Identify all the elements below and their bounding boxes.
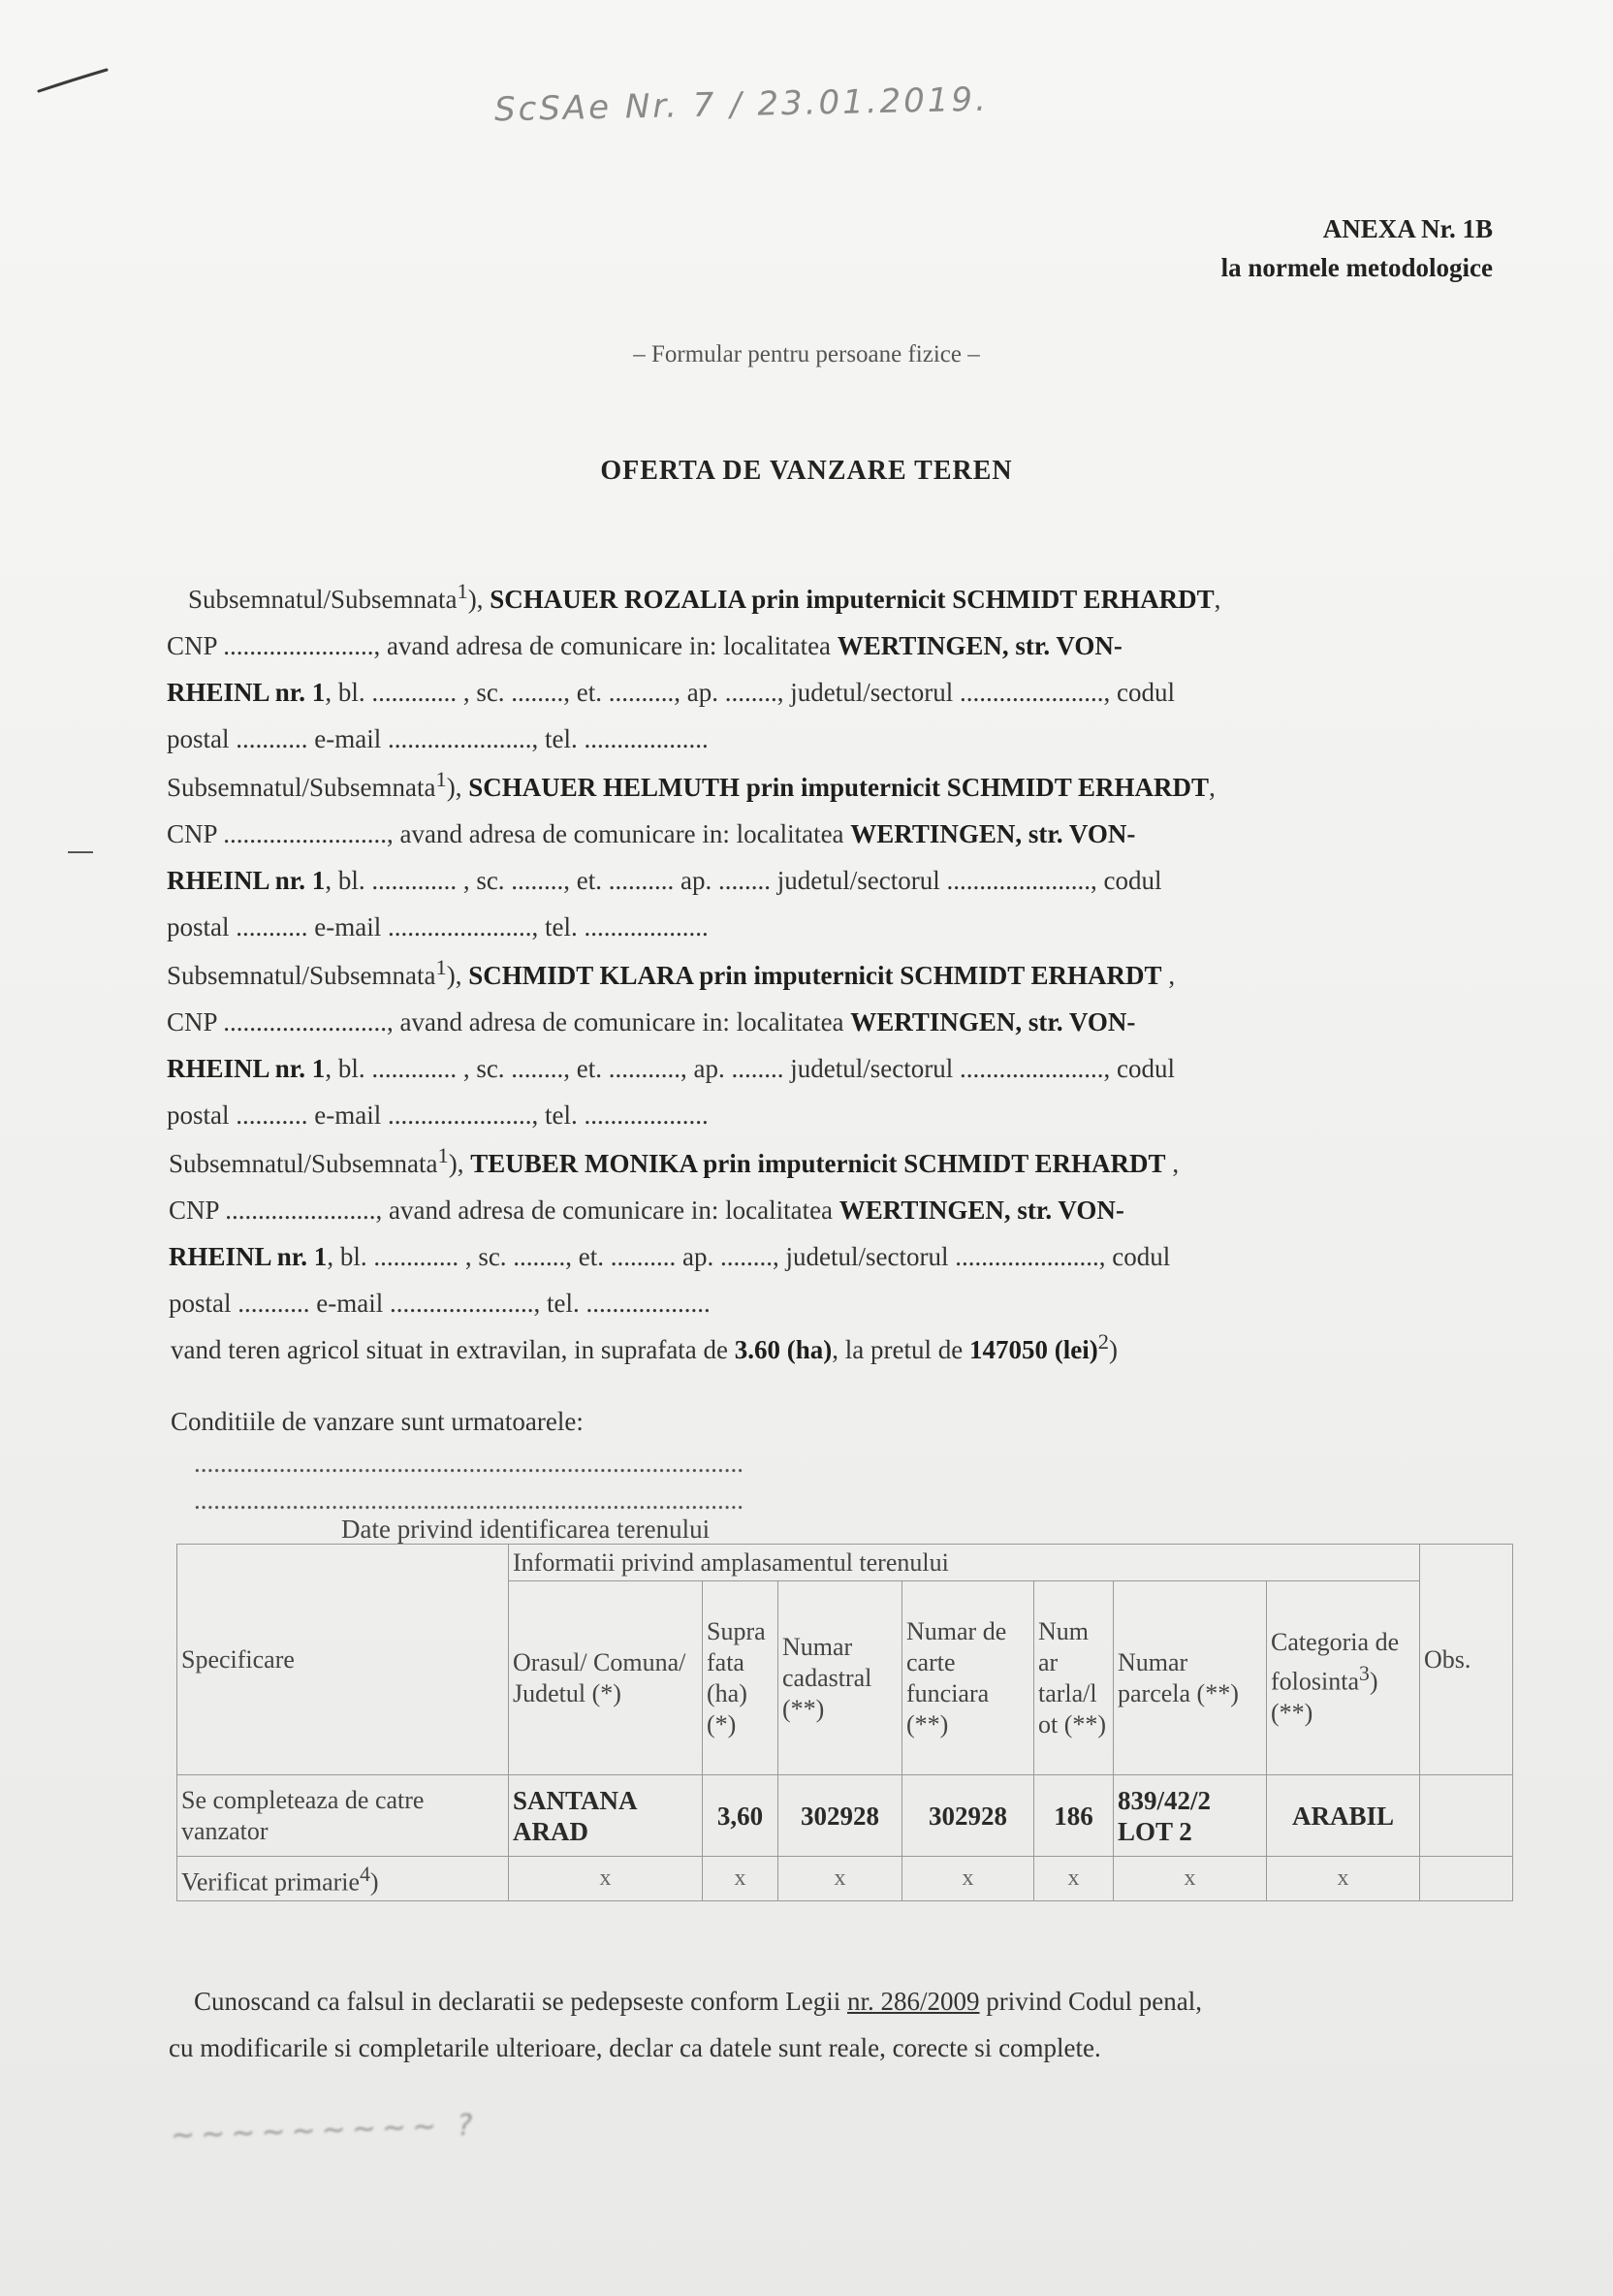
land-identification-table	[176, 1544, 1513, 1901]
header-specificare: Specificare	[177, 1545, 509, 1775]
table-caption: Date privind identificarea terenului	[341, 1515, 711, 1544]
document-title: OFERTA DE VANZARE TEREN	[600, 456, 1013, 486]
offer-statement: vand teren agricol situat in extravilan, in suprafata de 3.60 (ha), la pretul de 147050 (lei)$^2$)	[171, 1329, 1118, 1364]
seller-block-2: Subsemnatul/Subsemnata$^1$), SCHAUER HELMUTH prin imputernicit SCHMIDT ERHARDT, CNP ........................., avand adresa de comunicare in: localitatea WERTINGEN, str. VON- RHEINL nr. 1, bl. ............. , sc. ........, et. .......... ap. ........ judetul/sectorul ......................, codul postal ........... e-mail ......................, tel. ...................	[167, 767, 1216, 941]
verified-mark: x	[1114, 1857, 1267, 1901]
header-carte-funciara: Numar de carte funciara (**)	[902, 1581, 1034, 1775]
cell-orasul: SANTANA ARAD	[509, 1775, 703, 1857]
seller-name: TEUBER MONIKA prin imputernicit SCHMIDT ERHARDT	[470, 1149, 1166, 1178]
verified-mark: x	[1034, 1857, 1114, 1901]
seller-name: SCHAUER HELMUTH prin imputernicit SCHMIDT ERHARDT	[468, 773, 1210, 802]
declaration-paragraph: Cunoscand ca falsul in declaratii se pedepseste conform Legii nr. 286/2009 privind Codul penal, cu modificarile si completarile ulterioare, declar ca datele sunt reale, corecte si complete.	[169, 1987, 1203, 2062]
annex-line-2: la normele metodologice	[1220, 253, 1493, 282]
offer-area: 3.60 (ha)	[734, 1335, 833, 1364]
annex-line-1: ANEXA Nr. 1B	[1322, 214, 1493, 243]
conditions-line-1: ....................................................................................	[194, 1449, 743, 1478]
header-location-group: Informatii privind amplasamentul terenului	[509, 1545, 1420, 1581]
margin-dash	[68, 851, 93, 853]
row-label-verified: Verificat primarie$^4$)	[177, 1857, 509, 1901]
pen-mark-icon	[35, 62, 112, 101]
cell-parcela: 839/42/2 LOT 2	[1114, 1775, 1267, 1857]
seller-block-1: Subsemnatul/Subsemnata$^1$), SCHAUER ROZALIA prin imputernicit SCHMIDT ERHARDT, CNP ......................., avand adresa de comunicare in: localitatea WERTINGEN, str. VON- RHEINL nr. 1, bl. ............. , sc. ........, et. .........., ap. ........, judetul/sectorul ......................, codul postal ........... e-mail ......................, tel. ...................	[167, 579, 1221, 753]
seller-name: SCHAUER ROZALIA prin imputernicit SCHMIDT ERHARDT	[490, 585, 1215, 614]
verified-mark: x	[1267, 1857, 1420, 1901]
table-row-seller	[177, 1775, 1513, 1857]
header-numar-cadastral: Numar cadastral (**)	[778, 1581, 902, 1775]
law-reference-link[interactable]: nr. 286/2009	[847, 1987, 980, 2016]
table-row-verified	[177, 1857, 1513, 1901]
cell-obs-verified	[1420, 1857, 1513, 1901]
annex-reference	[872, 209, 1493, 287]
verified-mark: x	[778, 1857, 902, 1901]
conditions-label: Conditiile de vanzare sunt urmatoarele:	[171, 1407, 584, 1436]
sale-conditions	[171, 1398, 1489, 1518]
cell-categoria: ARABIL	[1267, 1775, 1420, 1857]
cell-obs	[1420, 1775, 1513, 1857]
verified-mark: x	[703, 1857, 778, 1901]
form-type-subtitle: – Formular pentru persoane fizice –	[633, 341, 980, 367]
row-label-seller: Se completeaza de catre vanzator	[177, 1775, 509, 1857]
verified-mark: x	[902, 1857, 1034, 1901]
header-tarla-lot: Num ar tarla/l ot (**)	[1034, 1581, 1114, 1775]
cell-tarla-lot: 186	[1034, 1775, 1114, 1857]
header-categoria: Categoria de folosinta$^3$) (**)	[1267, 1581, 1420, 1775]
seller-name: SCHMIDT KLARA prin imputernicit SCHMIDT ERHARDT	[468, 961, 1162, 990]
handwritten-registration-note: ScSAe Nr. 7 / 23.01.2019.	[493, 80, 990, 130]
cell-carte-funciara: 302928	[902, 1775, 1034, 1857]
verified-mark: x	[509, 1857, 703, 1901]
header-suprafata: Supra fata (ha) (*)	[703, 1581, 778, 1775]
header-orasul: Orasul/ Comuna/ Judetul (*)	[509, 1581, 703, 1775]
header-obs: Obs.	[1420, 1545, 1513, 1775]
cell-suprafata: 3,60	[703, 1775, 778, 1857]
seller-block-4: Subsemnatul/Subsemnata$^1$), TEUBER MONIKA prin imputernicit SCHMIDT ERHARDT , CNP ......................., avand adresa de comunicare in: localitatea WERTINGEN, str. VON- RHEINL nr. 1, bl. ............. , sc. ........, et. .......... ap. ........, judetul/sectorul ......................, codul postal ........... e-mail ......................, tel. ...................	[169, 1143, 1180, 1318]
conditions-line-2: ....................................................................................	[194, 1485, 743, 1515]
header-numar-parcela: Numar parcela (**)	[1114, 1581, 1267, 1775]
seller-block-3: Subsemnatul/Subsemnata$^1$), SCHMIDT KLARA prin imputernicit SCHMIDT ERHARDT , CNP ........................., avand adresa de comunicare in: localitatea WERTINGEN, str. VON- RHEINL nr. 1, bl. ............. , sc. ........, et. ..........., ap. ........ judetul/sectorul ......................, codul postal ........... e-mail ......................, tel. ...................	[167, 955, 1176, 1130]
signature: ~~~~~~~~~ ?	[170, 2108, 480, 2153]
offer-price: 147050 (lei)	[968, 1335, 1098, 1364]
cell-cadastral: 302928	[778, 1775, 902, 1857]
